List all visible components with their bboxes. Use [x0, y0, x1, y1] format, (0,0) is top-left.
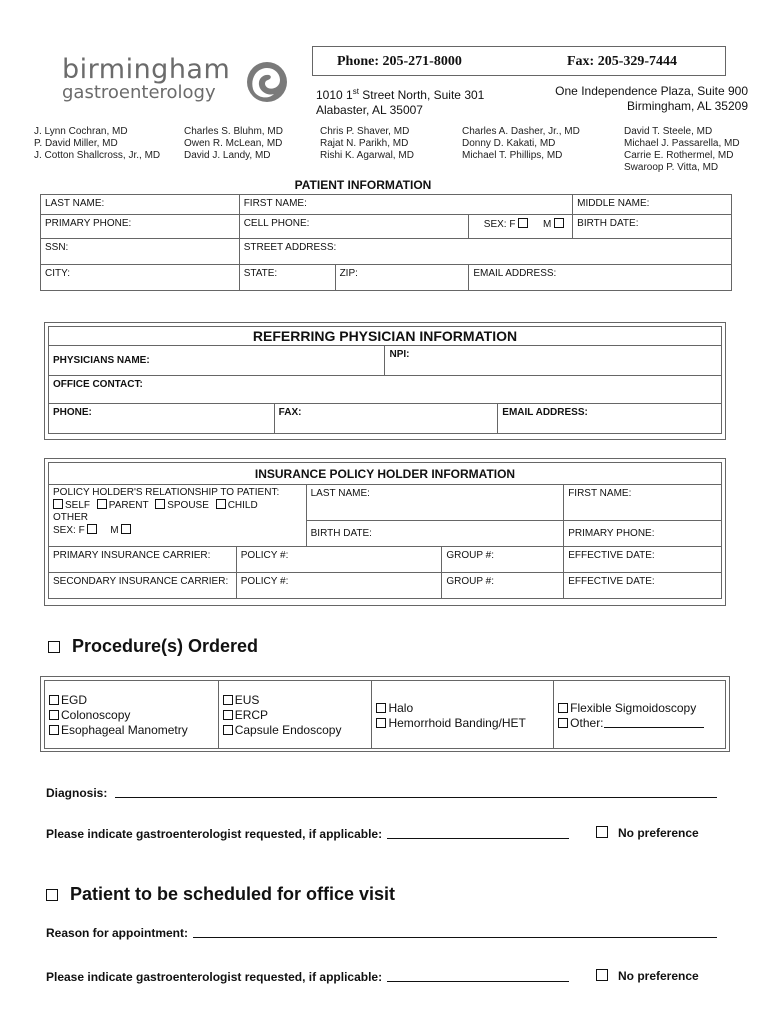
holder-sex-f-checkbox[interactable]	[87, 524, 97, 534]
secondary-group-field[interactable]: GROUP #:	[442, 573, 564, 599]
doctor-list-2: Charles S. Bluhm, MD Owen R. McLean, MD David J. Landy, MD	[184, 126, 283, 161]
other-checkbox[interactable]	[558, 718, 568, 728]
sex-m-checkbox[interactable]	[554, 218, 564, 228]
referring-email-field[interactable]: EMAIL ADDRESS:	[498, 404, 722, 434]
doctor-list-1: J. Lynn Cochran, MD P. David Miller, MD J. Cotton Shallcross, Jr., MD	[34, 126, 161, 161]
patient-first-name-field[interactable]: FIRST NAME:	[239, 195, 572, 215]
patient-info-title: PATIENT INFORMATION	[294, 178, 432, 192]
flexible-sigmoidoscopy-checkbox[interactable]	[558, 703, 568, 713]
procedures-col-2: EUS ERCP Capsule Endoscopy	[218, 681, 372, 749]
patient-zip-field[interactable]: ZIP:	[335, 265, 469, 291]
insurance-table	[48, 462, 722, 599]
npi-field[interactable]: NPI:	[385, 346, 722, 376]
referring-table	[48, 326, 722, 434]
logo-mark-icon	[244, 60, 290, 107]
referring-title: REFERRING PHYSICIAN INFORMATION	[49, 327, 722, 346]
secondary-carrier-field[interactable]: SECONDARY INSURANCE CARRIER:	[49, 573, 237, 599]
gi-request-label-1: Please indicate gastroenterologist requested, if applicable:	[46, 827, 383, 841]
gi-request-input-2[interactable]	[387, 971, 569, 982]
reason-label: Reason for appointment:	[46, 926, 189, 940]
office-visit-title: Patient to be scheduled for office visit	[70, 884, 396, 904]
gi-request-line-1	[46, 827, 569, 841]
ercp-checkbox[interactable]	[223, 710, 233, 720]
child-checkbox[interactable]	[216, 499, 226, 509]
diagnosis-line	[46, 786, 717, 800]
referring-fax-field[interactable]: FAX:	[274, 404, 498, 434]
sex-f-checkbox[interactable]	[518, 218, 528, 228]
patient-email-field[interactable]: EMAIL ADDRESS:	[469, 265, 732, 291]
no-preference-2: No preference	[596, 969, 699, 983]
referring-phone-field[interactable]: PHONE:	[49, 404, 275, 434]
holder-sex-m-checkbox[interactable]	[121, 524, 131, 534]
address-birmingham: One Independence Plaza, Suite 900 Birmingham, AL 35209	[555, 84, 748, 113]
no-preference-checkbox-1[interactable]	[596, 826, 608, 838]
procedures-title: Procedure(s) Ordered	[72, 636, 259, 656]
no-preference-1: No preference	[596, 826, 699, 840]
office-contact-field[interactable]: OFFICE CONTACT:	[49, 376, 722, 404]
office-visit-heading	[46, 884, 395, 905]
gi-request-label-2: Please indicate gastroenterologist requested, if applicable:	[46, 970, 383, 984]
parent-checkbox[interactable]	[97, 499, 107, 509]
colonoscopy-checkbox[interactable]	[49, 710, 59, 720]
procedures-col-3: Halo Hemorrhoid Banding/HET	[372, 681, 554, 749]
esophageal-manometry-checkbox[interactable]	[49, 725, 59, 735]
patient-last-name-field[interactable]: LAST NAME:	[41, 195, 240, 215]
diagnosis-label: Diagnosis:	[46, 786, 108, 800]
spouse-checkbox[interactable]	[155, 499, 165, 509]
capsule-endoscopy-checkbox[interactable]	[223, 725, 233, 735]
patient-ssn-field[interactable]: SSN:	[41, 239, 240, 265]
procedures-heading	[48, 636, 258, 657]
patient-middle-name-field[interactable]: MIDDLE NAME:	[573, 195, 732, 215]
patient-cell-phone-field[interactable]: CELL PHONE:	[239, 215, 469, 239]
other-input-line[interactable]	[604, 717, 704, 728]
patient-birth-date-field[interactable]: BIRTH DATE:	[573, 215, 732, 239]
holder-last-name-field[interactable]: LAST NAME:	[306, 485, 564, 521]
patient-sex-field: SEX: F M	[469, 215, 573, 239]
secondary-effective-date-field[interactable]: EFFECTIVE DATE:	[564, 573, 722, 599]
patient-primary-phone-field[interactable]: PRIMARY PHONE:	[41, 215, 240, 239]
holder-birth-date-field[interactable]: BIRTH DATE:	[306, 521, 564, 547]
gi-request-input-1[interactable]	[387, 828, 569, 839]
physician-name-field[interactable]: PHYSICIANS NAME:	[49, 346, 385, 376]
phone-number: Phone: 205-271-8000	[337, 54, 462, 69]
relationship-field: POLICY HOLDER'S RELATIONSHIP TO PATIENT: SELF PARENT SPOUSE CHILD OTHER SEX: F M	[49, 485, 307, 547]
doctor-list-5: David T. Steele, MD Michael J. Passarella, MD Carrie E. Rothermel, MD Swaroop P. Vitta, MD	[624, 126, 740, 173]
holder-first-name-field[interactable]: FIRST NAME:	[564, 485, 722, 521]
fax-number: Fax: 205-329-7444	[567, 54, 678, 69]
primary-carrier-field[interactable]: PRIMARY INSURANCE CARRIER:	[49, 547, 237, 573]
secondary-policy-field[interactable]: POLICY #:	[236, 573, 442, 599]
no-preference-checkbox-2[interactable]	[596, 969, 608, 981]
halo-checkbox[interactable]	[376, 703, 386, 713]
procedures-table	[44, 680, 726, 749]
holder-primary-phone-field[interactable]: PRIMARY PHONE:	[564, 521, 722, 547]
self-checkbox[interactable]	[53, 499, 63, 509]
reason-line	[46, 926, 717, 940]
logo-name: birmingham	[62, 54, 231, 85]
eus-checkbox[interactable]	[223, 695, 233, 705]
reason-input[interactable]	[193, 927, 717, 938]
patient-state-field[interactable]: STATE:	[239, 265, 335, 291]
address-alabaster: 1010 1st Street North, Suite 301 Alabaster, AL 35007	[316, 87, 485, 117]
doctor-list-4: Charles A. Dasher, Jr., MD Donny D. Kakati, MD Michael T. Phillips, MD	[462, 126, 580, 161]
gi-request-line-2	[46, 970, 569, 984]
doctor-list-3: Chris P. Shaver, MD Rajat N. Parikh, MD Rishi K. Agarwal, MD	[320, 126, 414, 161]
logo-subtitle: gastroenterology	[62, 82, 216, 103]
insurance-title: INSURANCE POLICY HOLDER INFORMATION	[49, 463, 722, 485]
primary-policy-field[interactable]: POLICY #:	[236, 547, 442, 573]
practice-logo	[62, 56, 230, 103]
hemorrhoid-banding-checkbox[interactable]	[376, 718, 386, 728]
primary-effective-date-field[interactable]: EFFECTIVE DATE:	[564, 547, 722, 573]
procedures-col-1: EGD Colonoscopy Esophageal Manometry	[45, 681, 219, 749]
diagnosis-input[interactable]	[115, 787, 717, 798]
procedures-col-4: Flexible Sigmoidoscopy Other:	[554, 681, 726, 749]
patient-city-field[interactable]: CITY:	[41, 265, 240, 291]
procedures-checkbox[interactable]	[48, 641, 60, 653]
contact-box	[312, 46, 726, 76]
egd-checkbox[interactable]	[49, 695, 59, 705]
primary-group-field[interactable]: GROUP #:	[442, 547, 564, 573]
patient-info-table	[40, 194, 732, 291]
office-visit-checkbox[interactable]	[46, 889, 58, 901]
patient-street-field[interactable]: STREET ADDRESS:	[239, 239, 731, 265]
